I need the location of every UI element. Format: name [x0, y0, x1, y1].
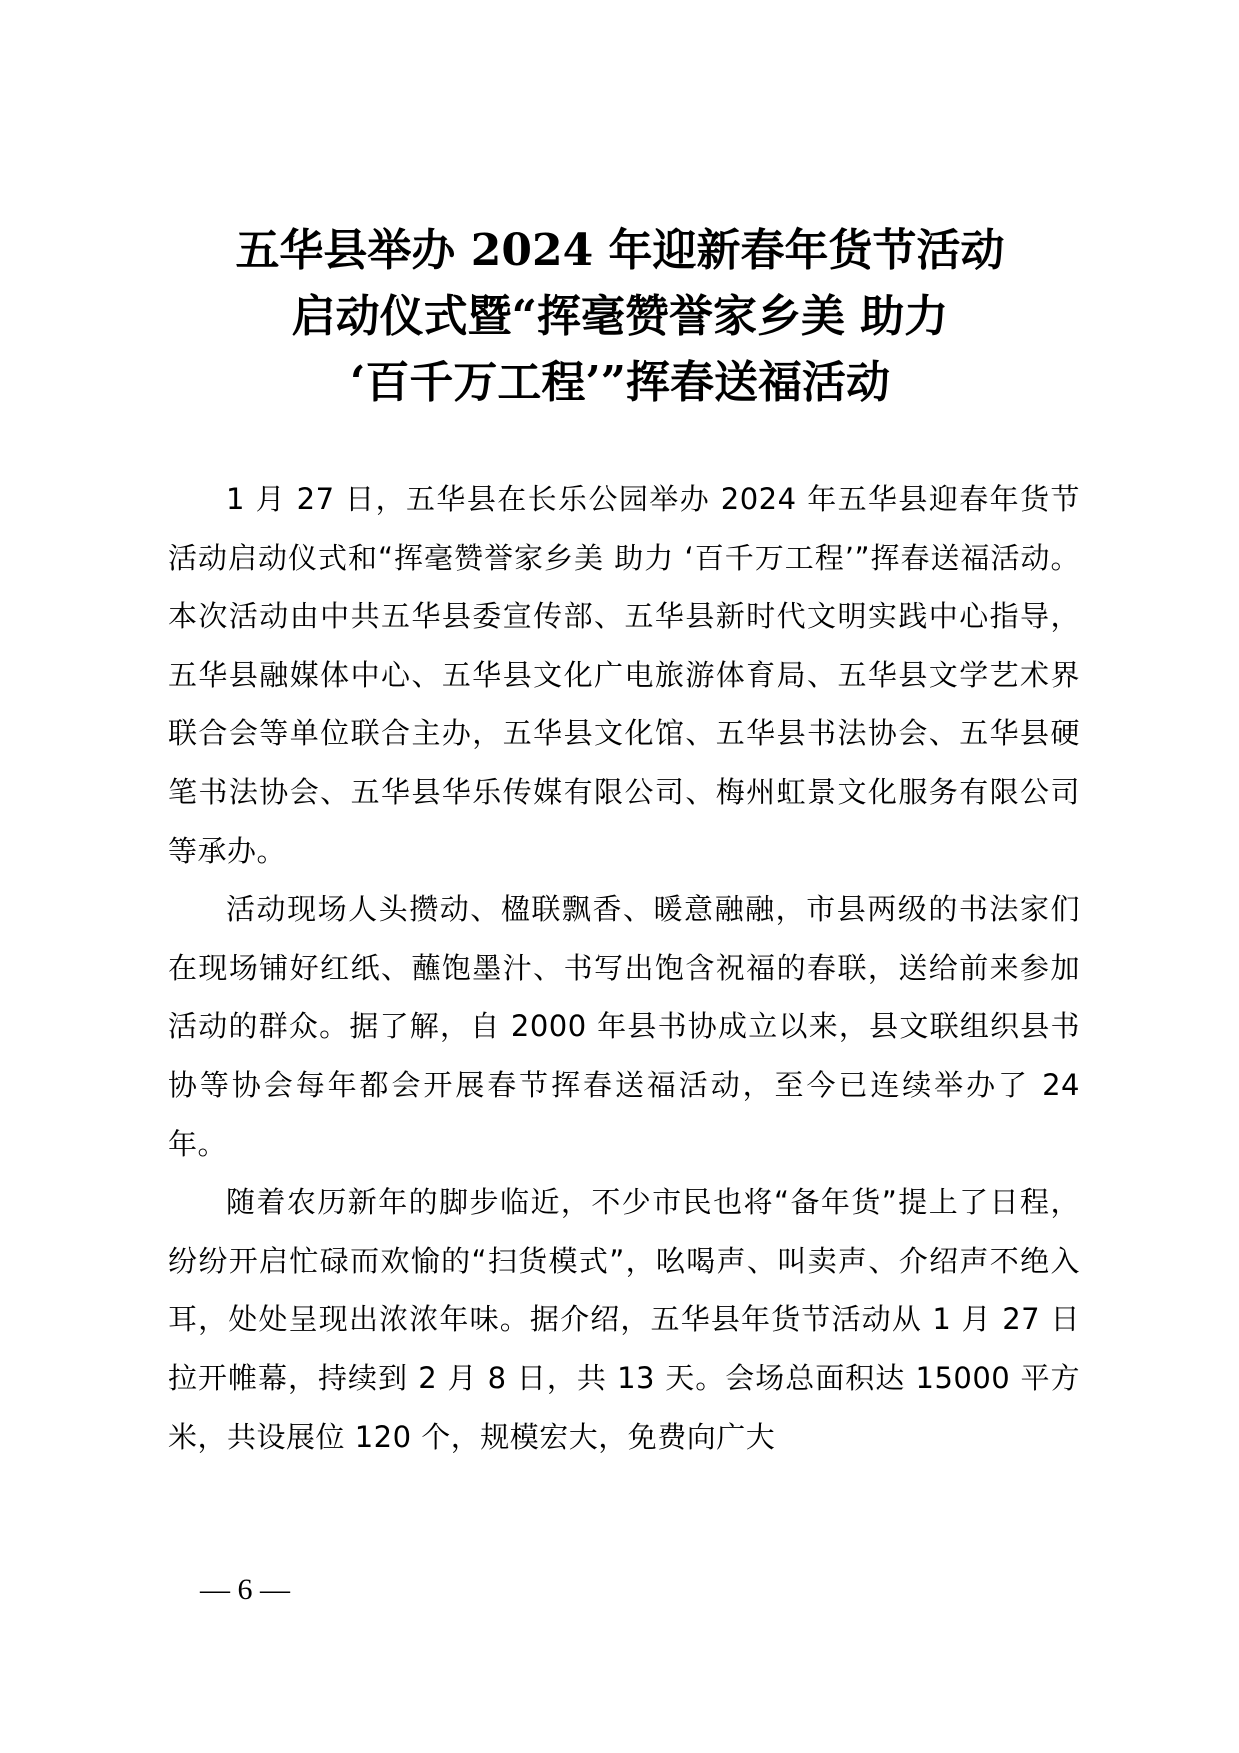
paragraph-1: 1 月 27 日，五华县在长乐公园举办 2024 年五华县迎春年货节活动启动仪式和“挥毫赞誉家乡美 助力 ‘百千万工程’”挥春送福活动。本次活动由中共五华县委宣传部、五华县新时代文明实践中心指导，五华县融媒体中心、五华县文化广电旅游体育局、五华县文学艺术界联合会等单位联合主办，五华县文化馆、五华县书法协会、五华县硬笔书法协会、五华县华乐传媒有限公司、梅州虹景文化服务有限公司等承办。 — [168, 482, 1080, 868]
document-title — [200, 218, 1040, 416]
document-body — [168, 470, 1080, 1466]
title-line-1: 五华县举办 2024 年迎新春年货节活动 — [235, 225, 1005, 276]
title-line-3: ‘百千万工程’”挥春送福活动 — [350, 357, 890, 408]
paragraph-3: 随着农历新年的脚步临近，不少市民也将“备年货”提上了日程，纷纷开启忙碌而欢愉的“扫货模式”，吆喝声、叫卖声、介绍声不绝入耳，处处呈现出浓浓年味。据介绍，五华县年货节活动从 1 月 27 日拉开帷幕，持续到 2 月 8 日，共 13 天。会场总面积达 15000 平方米，共设展位 120 个，规模宏大，免费向广大 — [168, 1185, 1080, 1454]
title-line-2: 启动仪式暨“挥毫赞誉家乡美 助力 — [291, 291, 949, 342]
page-number: — 6 — — [200, 1573, 290, 1606]
paragraph-2: 活动现场人头攒动、楹联飘香、暖意融融，市县两级的书法家们在现场铺好红纸、蘸饱墨汁、书写出饱含祝福的春联，送给前来参加活动的群众。据了解，自 2000 年县书协成立以来，县文联组织县书协等协会每年都会开展春节挥春送福活动，至今已连续举办了 24 年。 — [168, 892, 1080, 1161]
